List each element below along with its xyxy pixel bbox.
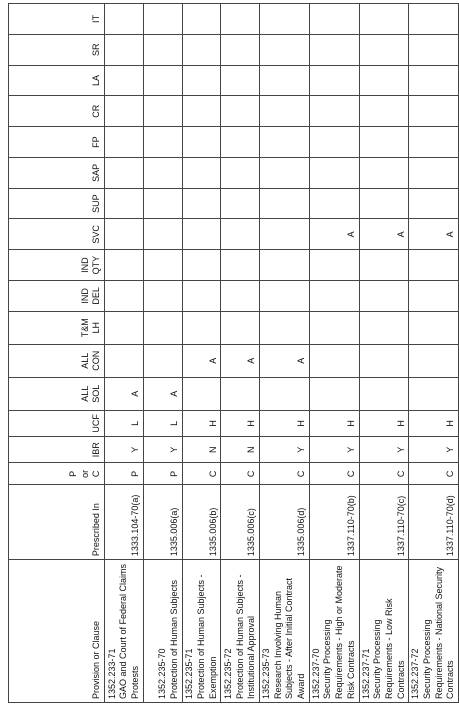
ucf-cell: H	[260, 410, 310, 436]
clause-number: 1352.235-72	[222, 648, 233, 699]
p-or-c-cell: C	[409, 463, 459, 485]
ind-qty-cell	[309, 250, 359, 281]
ucf-cell: H	[221, 410, 260, 436]
svc-cell	[143, 219, 182, 250]
cr-cell	[105, 96, 144, 127]
svc-cell	[182, 219, 221, 250]
clause-title: Protection of Human Subjects - Exemption	[195, 574, 218, 699]
all-con-cell: A	[182, 344, 221, 377]
ibr-cell: N	[221, 437, 260, 463]
sap-cell	[143, 157, 182, 188]
ind-qty-cell	[409, 250, 459, 281]
ind-qty-cell	[143, 250, 182, 281]
la-cell	[182, 65, 221, 96]
fp-cell	[221, 127, 260, 158]
header-row	[9, 4, 105, 703]
p-or-c-cell: P	[105, 463, 144, 485]
ind-del-cell	[143, 281, 182, 312]
ind-qty-cell	[359, 250, 409, 281]
sap-cell	[260, 157, 310, 188]
ind-qty-cell	[221, 250, 260, 281]
sap-cell	[309, 157, 359, 188]
sap-cell	[105, 157, 144, 188]
provision-cell	[309, 560, 359, 703]
cr-cell	[309, 96, 359, 127]
tm-lh-cell	[221, 311, 260, 344]
provision-cell	[221, 560, 260, 703]
clause-title: Security Processing Requirements - Low Risk Contracts	[372, 598, 406, 699]
prescribed-in-cell: 1335.006(a)	[143, 485, 182, 560]
table-row	[143, 4, 182, 703]
it-cell	[143, 4, 182, 35]
header-p-or-c: P or C	[9, 463, 105, 485]
sup-cell	[309, 188, 359, 219]
all-con-cell: A	[260, 344, 310, 377]
header-provision: Provision or Clause	[9, 560, 105, 703]
ind-del-cell	[359, 281, 409, 312]
header-all-con: ALL CON	[9, 344, 105, 377]
all-sol-cell	[309, 377, 359, 410]
sr-cell	[221, 34, 260, 65]
prescribed-in-cell: 1337.110-70(d)	[409, 485, 459, 560]
p-or-c-cell: C	[182, 463, 221, 485]
sr-cell	[359, 34, 409, 65]
sap-cell	[221, 157, 260, 188]
clause-title: Security Processing Requirements - National Security Contracts	[421, 566, 456, 699]
it-cell	[105, 4, 144, 35]
ind-del-cell	[105, 281, 144, 312]
provision-cell	[143, 560, 182, 703]
sr-cell	[105, 34, 144, 65]
provision-cell	[182, 560, 221, 703]
table-row	[221, 4, 260, 703]
all-sol-cell	[182, 377, 221, 410]
all-sol-cell	[409, 377, 459, 410]
svc-cell: A	[409, 219, 459, 250]
sup-cell	[221, 188, 260, 219]
fp-cell	[182, 127, 221, 158]
all-sol-cell	[221, 377, 260, 410]
table-row	[409, 4, 459, 703]
ibr-cell: Y	[260, 437, 310, 463]
it-cell	[309, 4, 359, 35]
clause-matrix-table	[8, 3, 459, 703]
clause-number: 1352.235-70	[157, 648, 168, 699]
tm-lh-cell	[309, 311, 359, 344]
clause-number: 1352.237-71	[360, 648, 371, 699]
provision-cell	[105, 560, 144, 703]
all-sol-cell: A	[143, 377, 182, 410]
tm-lh-cell	[260, 311, 310, 344]
ind-del-cell	[182, 281, 221, 312]
it-cell	[359, 4, 409, 35]
table-row	[359, 4, 409, 703]
tm-lh-cell	[182, 311, 221, 344]
ibr-cell: Y	[409, 437, 459, 463]
fp-cell	[359, 127, 409, 158]
ind-del-cell	[221, 281, 260, 312]
svc-cell: A	[359, 219, 409, 250]
ind-qty-cell	[260, 250, 310, 281]
all-con-cell	[409, 344, 459, 377]
clause-title: Protection of Human Subjects - Institutional Approval	[234, 574, 257, 699]
ucf-cell: H	[409, 410, 459, 436]
prescribed-in-cell: 1337.110-70(b)	[309, 485, 359, 560]
ucf-cell: H	[182, 410, 221, 436]
prescribed-in-cell: 1335.006(c)	[221, 485, 260, 560]
la-cell	[143, 65, 182, 96]
ucf-cell: H	[359, 410, 409, 436]
la-cell	[359, 65, 409, 96]
rotated-table-wrapper	[8, 3, 456, 703]
header-fp: FP	[9, 127, 105, 158]
cr-cell	[260, 96, 310, 127]
p-or-c-cell: C	[359, 463, 409, 485]
clause-number: 1352.233-71	[106, 648, 117, 699]
ind-qty-cell	[182, 250, 221, 281]
sup-cell	[260, 188, 310, 219]
header-ind-del: IND DEL	[9, 281, 105, 312]
p-or-c-cell: C	[221, 463, 260, 485]
prescribed-in-cell: 1333.104-70(a)	[105, 485, 144, 560]
header-it: IT	[9, 4, 105, 35]
all-con-cell: A	[221, 344, 260, 377]
ibr-cell: Y	[309, 437, 359, 463]
prescribed-in-cell: 1337.110-70(c)	[359, 485, 409, 560]
all-sol-cell: A	[105, 377, 144, 410]
all-con-cell	[359, 344, 409, 377]
clause-number: 1352.237-70	[310, 648, 321, 699]
it-cell	[182, 4, 221, 35]
it-cell	[221, 4, 260, 35]
tm-lh-cell	[359, 311, 409, 344]
la-cell	[309, 65, 359, 96]
all-con-cell	[105, 344, 144, 377]
cr-cell	[182, 96, 221, 127]
clause-number: 1352.235-71	[184, 648, 195, 699]
clause-number: 1352.237-72	[410, 648, 421, 699]
prescribed-in-cell: 1335.006(d)	[260, 485, 310, 560]
svc-cell	[105, 219, 144, 250]
ibr-cell: Y	[143, 437, 182, 463]
p-or-c-cell: C	[260, 463, 310, 485]
svc-cell	[260, 219, 310, 250]
ucf-cell: L	[143, 410, 182, 436]
sup-cell	[182, 188, 221, 219]
table-row	[105, 4, 144, 703]
sr-cell	[409, 34, 459, 65]
header-prescribed: Prescribed In	[9, 485, 105, 560]
clause-number: 1352.235-73	[261, 648, 271, 699]
provision-cell	[359, 560, 409, 703]
sup-cell	[105, 188, 144, 219]
all-con-cell	[309, 344, 359, 377]
cr-cell	[359, 96, 409, 127]
cr-cell	[143, 96, 182, 127]
sr-cell	[182, 34, 221, 65]
ibr-cell: Y	[105, 437, 144, 463]
table-row	[309, 4, 359, 703]
all-con-cell	[143, 344, 182, 377]
fp-cell	[309, 127, 359, 158]
header-sup: SUP	[9, 188, 105, 219]
fp-cell	[105, 127, 144, 158]
sap-cell	[409, 157, 459, 188]
cr-cell	[409, 96, 459, 127]
la-cell	[260, 65, 310, 96]
sap-cell	[359, 157, 409, 188]
header-la: LA	[9, 65, 105, 96]
p-or-c-cell: P	[143, 463, 182, 485]
sup-cell	[143, 188, 182, 219]
la-cell	[409, 65, 459, 96]
svc-cell	[221, 219, 260, 250]
ind-qty-cell	[105, 250, 144, 281]
sup-cell	[409, 188, 459, 219]
sr-cell	[143, 34, 182, 65]
prescribed-in-cell: 1335.006(b)	[182, 485, 221, 560]
fp-cell	[260, 127, 310, 158]
tm-lh-cell	[143, 311, 182, 344]
clause-title: Protection of Human Subjects	[168, 579, 179, 699]
header-ibr: IBR	[9, 437, 105, 463]
all-sol-cell	[260, 377, 310, 410]
ibr-cell: Y	[359, 437, 409, 463]
provision-cell	[260, 560, 310, 703]
clause-title: Research Involving Human Subjects - After Initial Contract Award	[272, 577, 307, 699]
la-cell	[105, 65, 144, 96]
header-ind-qty: IND QTY	[9, 250, 105, 281]
la-cell	[221, 65, 260, 96]
header-ucf: UCF	[9, 410, 105, 436]
svc-cell: A	[309, 219, 359, 250]
provision-cell	[409, 560, 459, 703]
fp-cell	[143, 127, 182, 158]
clause-title: Security Processing Requirements - High or Moderate Risk Contracts	[322, 565, 356, 699]
ucf-cell: H	[309, 410, 359, 436]
header-svc: SVC	[9, 219, 105, 250]
sap-cell	[182, 157, 221, 188]
it-cell	[409, 4, 459, 35]
header-cr: CR	[9, 96, 105, 127]
table-row	[260, 4, 310, 703]
ind-del-cell	[260, 281, 310, 312]
ucf-cell: L	[105, 410, 144, 436]
sr-cell	[260, 34, 310, 65]
header-tm-lh: T&M LH	[9, 311, 105, 344]
ind-del-cell	[309, 281, 359, 312]
cr-cell	[221, 96, 260, 127]
clause-title: GAO and Court of Federal Claims Protests	[118, 563, 141, 699]
header-all-sol: ALL SOL	[9, 377, 105, 410]
sr-cell	[309, 34, 359, 65]
table-row	[182, 4, 221, 703]
header-sr: SR	[9, 34, 105, 65]
sup-cell	[359, 188, 409, 219]
tm-lh-cell	[105, 311, 144, 344]
ind-del-cell	[409, 281, 459, 312]
tm-lh-cell	[409, 311, 459, 344]
it-cell	[260, 4, 310, 35]
header-sap: SAP	[9, 157, 105, 188]
all-sol-cell	[359, 377, 409, 410]
ibr-cell: N	[182, 437, 221, 463]
p-or-c-cell: C	[309, 463, 359, 485]
fp-cell	[409, 127, 459, 158]
